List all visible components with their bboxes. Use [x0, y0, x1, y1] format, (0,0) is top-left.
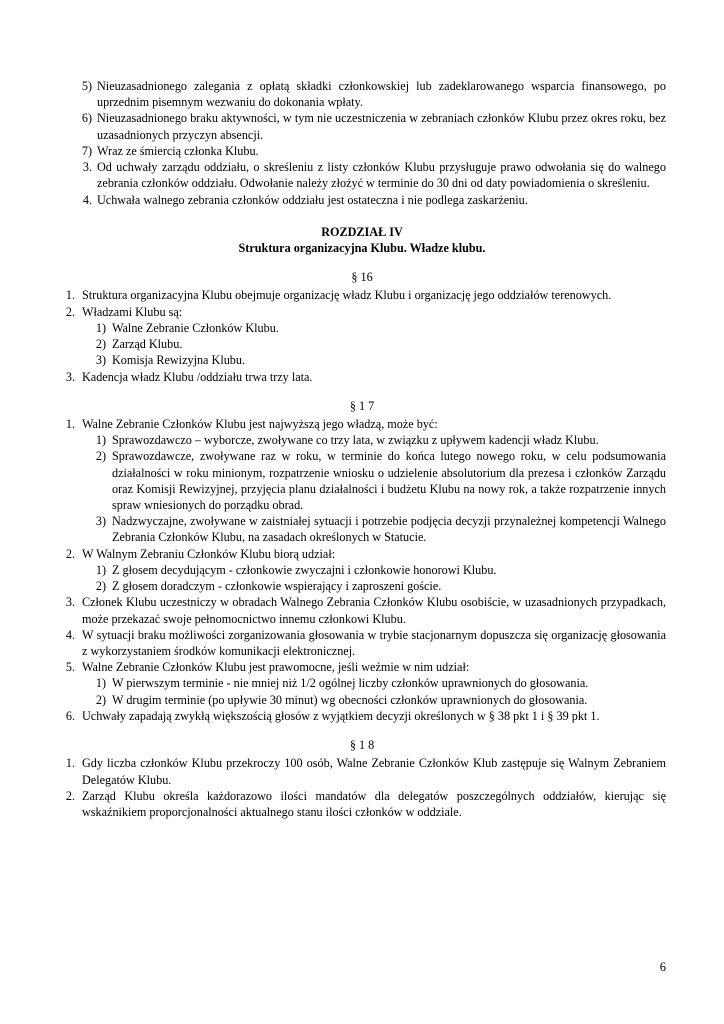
list-item [66, 192, 666, 208]
list-item-text: Nieuzasadnionego zalegania z opłatą składki członkowskiej lub zadeklarowanego wsparcia finansowego, po uprzednim pisemnym wezwaniu do dokonania wpłaty. [97, 79, 666, 110]
list-item-text: Z głosem doradczym - członkowie wspierający i zaproszeni goście. [112, 579, 442, 594]
list-item-number: 2. [65, 546, 75, 561]
list-item [58, 416, 666, 432]
list-item [58, 659, 666, 675]
list-item-number: 6) [81, 111, 92, 126]
section-mark: § 1 8 [349, 738, 375, 753]
list-item [84, 448, 666, 513]
list-item [58, 788, 666, 820]
list-item-text: Nieuzasadnionego braku aktywności, w tym nie uczestniczenia w zebraniach członków Klubu przez okres roku, bez uzasadnionych przyczyn absencji. [97, 111, 666, 142]
list-item-text: Członek Klubu uczestniczy w obradach Walnego Zebrania Członków Klubu osobiście, w uzasadnionych przypadkach, może przekazać swoje pełnomocnictwo innemu członkowi Klubu. [82, 595, 666, 626]
list-item-text: W sytuacji braku możliwości zorganizowania głosowania w trybie stacjonarnym dopuszcza się organizację głosowania z wykorzystaniem środków komunikacji elektronicznej. [82, 627, 666, 658]
list-item-number: 6. [65, 708, 75, 723]
list-item [58, 287, 666, 303]
list-item-text: Z głosem decydującym - członkowie zwyczajni i członkowie honorowi Klubu. [112, 562, 497, 577]
list-item-number: 1) [95, 562, 106, 577]
list-item-text: Walne Zebranie Członków Klubu. [112, 320, 279, 335]
list-item [66, 159, 666, 191]
list-item-number: 5) [81, 79, 92, 93]
section-18-items [58, 755, 666, 820]
list-item-text: Gdy liczba członków Klubu przekroczy 100 osób, Walne Zebranie Członków Klub zastępuje się Walnym Zebraniem Delegatów Klubu. [82, 756, 666, 787]
list-item-number: 2) [95, 337, 106, 352]
section-mark: § 16 [351, 270, 373, 285]
list-item [58, 369, 666, 385]
list-item-number: 2) [95, 692, 106, 707]
list-item-text: W Walnym Zebraniu Członków Klubu biorą udział: [82, 546, 336, 561]
list-item [84, 692, 666, 708]
list-item [84, 352, 666, 368]
list-item [58, 755, 666, 787]
list-item-text: Sprawozdawcze, zwoływane raz w roku, w terminie do końca lutego nowego roku, w celu podsumowania działalności w roku minionym, rozpatrzenie wniosku o udzielenie absolutorium dla prezesa i członków Zarządu oraz Komisji Rewizyjnej, przyjęcia planu działalności i budżetu Klubu na nowy rok, a także rozpatrzenie innych spraw wniesionych do porządku obrad. [112, 449, 666, 513]
document-body [58, 78, 666, 820]
list-item-text: Walne Zebranie Członków Klubu jest najwyższą jego władzą, może być: [82, 416, 438, 431]
list-item-text: Nadzwyczajne, zwoływane w zaistniałej sytuacji i potrzebie podjęcia decyzji przynależnej kompetencji Walnego Zebrania Członków Klubu, na zasadach określonych w Statucie. [112, 514, 666, 545]
list-item [84, 336, 666, 352]
list-item-number: 1) [95, 676, 106, 691]
list-item [84, 513, 666, 545]
list-item-number: 3. [82, 160, 92, 175]
list-item [58, 546, 666, 562]
chapter-heading [58, 224, 666, 256]
list-item [58, 594, 666, 626]
list-item-number: 3. [65, 595, 75, 610]
chapter-heading-line1: ROZDZIAŁ IV [321, 224, 403, 239]
page-number: 6 [659, 960, 666, 975]
list-item [84, 578, 666, 594]
list-item [58, 304, 666, 320]
top-list [58, 78, 666, 208]
list-item-number: 2) [95, 579, 106, 594]
list-item-text: Komisja Rewizyjna Klubu. [112, 353, 246, 368]
list-item-text: Zarząd Klubu. [112, 337, 183, 352]
list-item-number: 1) [95, 320, 106, 335]
list-item [58, 708, 666, 724]
list-item-number: 3) [95, 514, 106, 529]
list-item-text: Od uchwały zarządu oddziału, o skreśleniu z listy członków Klubu przysługuje prawo odwołania się do walnego zebrania członków oddziału. Odwołanie należy złożyć w terminie do 30 dni od daty powiadomienia o skreśleniu. [97, 160, 666, 191]
list-item [84, 432, 666, 448]
list-item-number: 3) [95, 353, 106, 368]
section-mark: § 1 7 [349, 398, 375, 413]
list-item-number: 4. [82, 192, 92, 207]
list-item-text: W pierwszym terminie - nie mniej niż 1/2 ogólnej liczby członków uprawnionych do głosowania. [112, 676, 589, 691]
list-item [84, 320, 666, 336]
list-item [84, 562, 666, 578]
list-item-number: 3. [65, 369, 75, 384]
list-item-text: Walne Zebranie Członków Klubu jest prawomocne, jeśli weźmie w nim udział: [82, 660, 470, 675]
list-item-number: 1) [95, 433, 106, 448]
list-item-number: 2) [95, 449, 106, 464]
list-item-text: Uchwała walnego zebrania członków oddziału jest ostateczna i nie podlega zaskarżeniu. [97, 192, 528, 207]
list-item-text: Władzami Klubu są: [82, 304, 183, 319]
list-item [84, 675, 666, 691]
list-item-number: 7) [81, 143, 92, 158]
list-item-text: Struktura organizacyjna Klubu obejmuje organizację władz Klubu i organizację jego oddziałów terenowych. [82, 288, 612, 303]
list-item [66, 110, 666, 142]
list-item-number: 1. [65, 416, 75, 431]
list-item-text: Kadencja władz Klubu /oddziału trwa trzy lata. [82, 369, 313, 384]
list-item-text: Sprawozdawczo – wyborcze, zwoływane co trzy lata, w związku z upływem kadencji władz Klubu. [112, 433, 599, 448]
list-item [66, 78, 666, 110]
list-item-number: 4. [65, 627, 75, 642]
chapter-heading-line2: Struktura organizacyjna Klubu. Władze klubu. [238, 240, 486, 255]
list-item [66, 143, 666, 159]
list-item-text: W drugim terminie (po upływie 30 minut) wg obecności członków uprawnionych do głosowania. [112, 692, 588, 707]
list-item-number: 2. [65, 788, 75, 803]
list-item-number: 1. [65, 288, 75, 303]
section-16-items [58, 287, 666, 384]
list-item [58, 627, 666, 659]
section-17-items [58, 416, 666, 724]
list-item-number: 2. [65, 304, 75, 319]
list-item-number: 1. [65, 756, 75, 771]
list-item-text: Zarząd Klubu określa każdorazowo ilości mandatów dla delegatów poszczególnych oddziałów, kierując się wskaźnikiem proporcjonalności aktualnego stanu ilości członków w oddziale. [82, 788, 666, 819]
list-item-number: 5. [65, 660, 75, 675]
list-item-text: Wraz ze śmiercią członka Klubu. [97, 143, 259, 158]
list-item-text: Uchwały zapadają zwykłą większością głosów z wyjątkiem decyzji określonych w § 38 pkt 1 i § 39 pkt 1. [82, 708, 600, 723]
